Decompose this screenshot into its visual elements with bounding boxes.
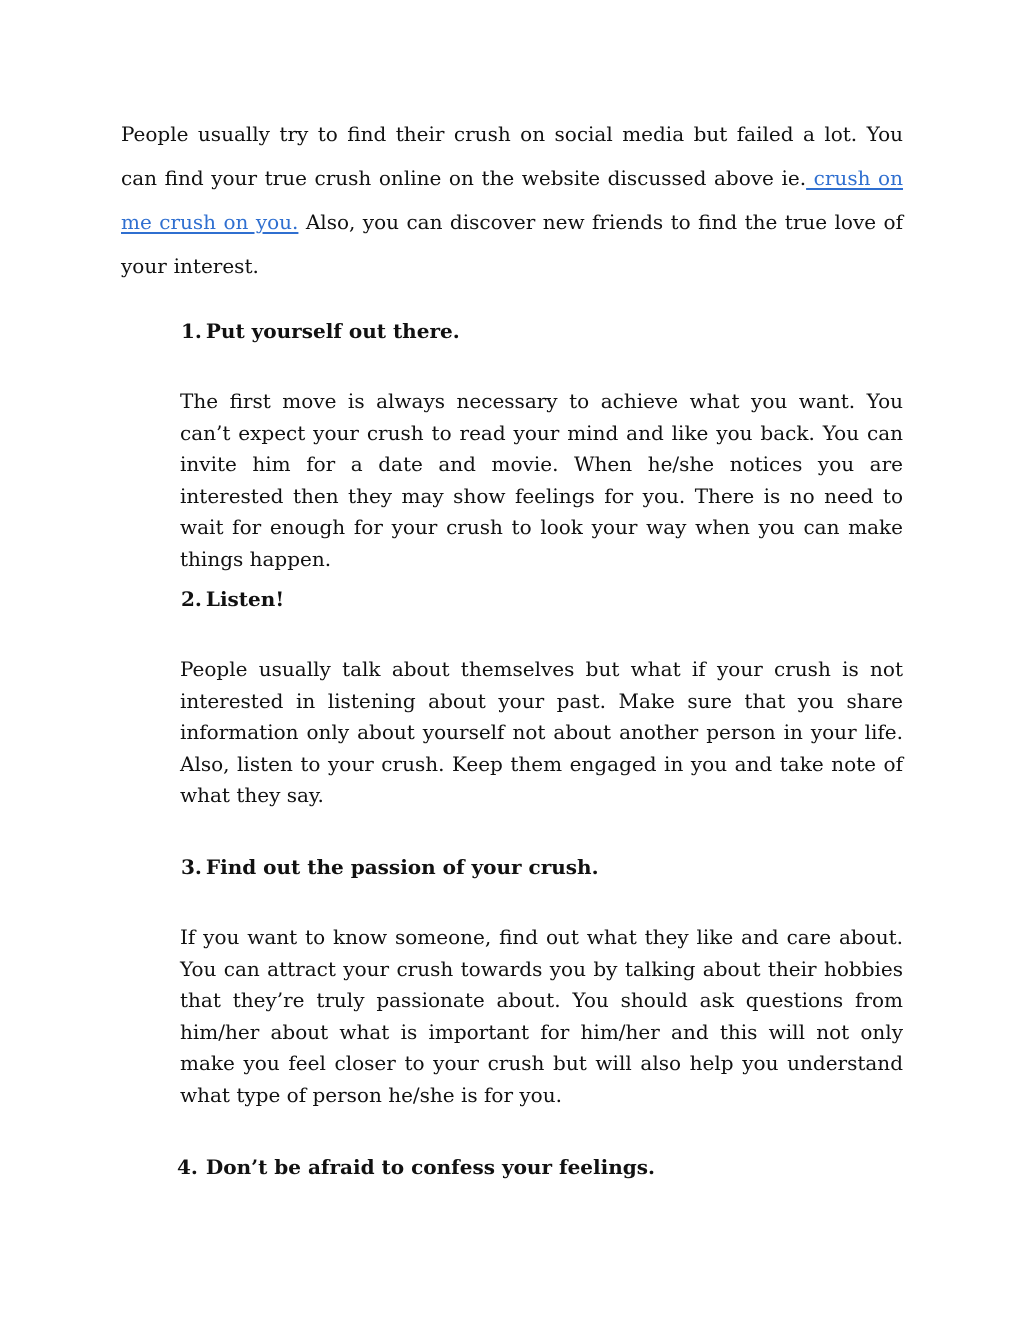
section-3-heading (181, 852, 599, 882)
section-3-number: 3. (181, 855, 202, 879)
section-4-heading (177, 1152, 655, 1182)
intro-text-before-link: People usually try to find their crush on social media but failed a lot. You can find your true crush online on the website discussed above ie. (121, 122, 903, 190)
section-1-heading (181, 316, 460, 346)
section-2-heading (181, 584, 284, 614)
section-3-title: Find out the passion of your crush. (205, 855, 599, 879)
section-2-body: People usually talk about themselves but what if your crush is not interested in listening about your past. Make sure that you share information only about yourself not about another person in your life. Also, listen to your crush. Keep them engaged in you and take note of what they say. (180, 657, 903, 808)
section-2-number: 2. (181, 587, 202, 611)
crush-on-me-link[interactable]: crush on me crush on you. (121, 166, 903, 234)
section-4-number: 4. (177, 1155, 198, 1179)
intro-text-after-link: Also, you can discover new friends to find the true love of your interest. (121, 210, 903, 278)
section-4-title: Don’t be afraid to confess your feelings. (205, 1155, 655, 1179)
section-2-title: Listen! (205, 587, 285, 611)
section-3-body: If you want to know someone, find out what they like and care about. You can attract your crush towards you by talking about their hobbies that they’re truly passionate about. You should ask questions from him/her about what is important for him/her and this will not only make you feel closer to your crush but will also help you understand what type of person he/she is for you. (180, 925, 903, 1107)
section-1-body: The first move is always necessary to achieve what you want. You can’t expect your crush to read your mind and like you back. You can invite him for a date and movie. When he/she notices you are interested then they may show feelings for you. There is no need to wait for enough for your crush to look your way when you can make things happen. (180, 389, 903, 571)
section-1-title: Put yourself out there. (205, 319, 460, 343)
intro-paragraph (121, 112, 903, 288)
section-1-number: 1. (181, 319, 202, 343)
